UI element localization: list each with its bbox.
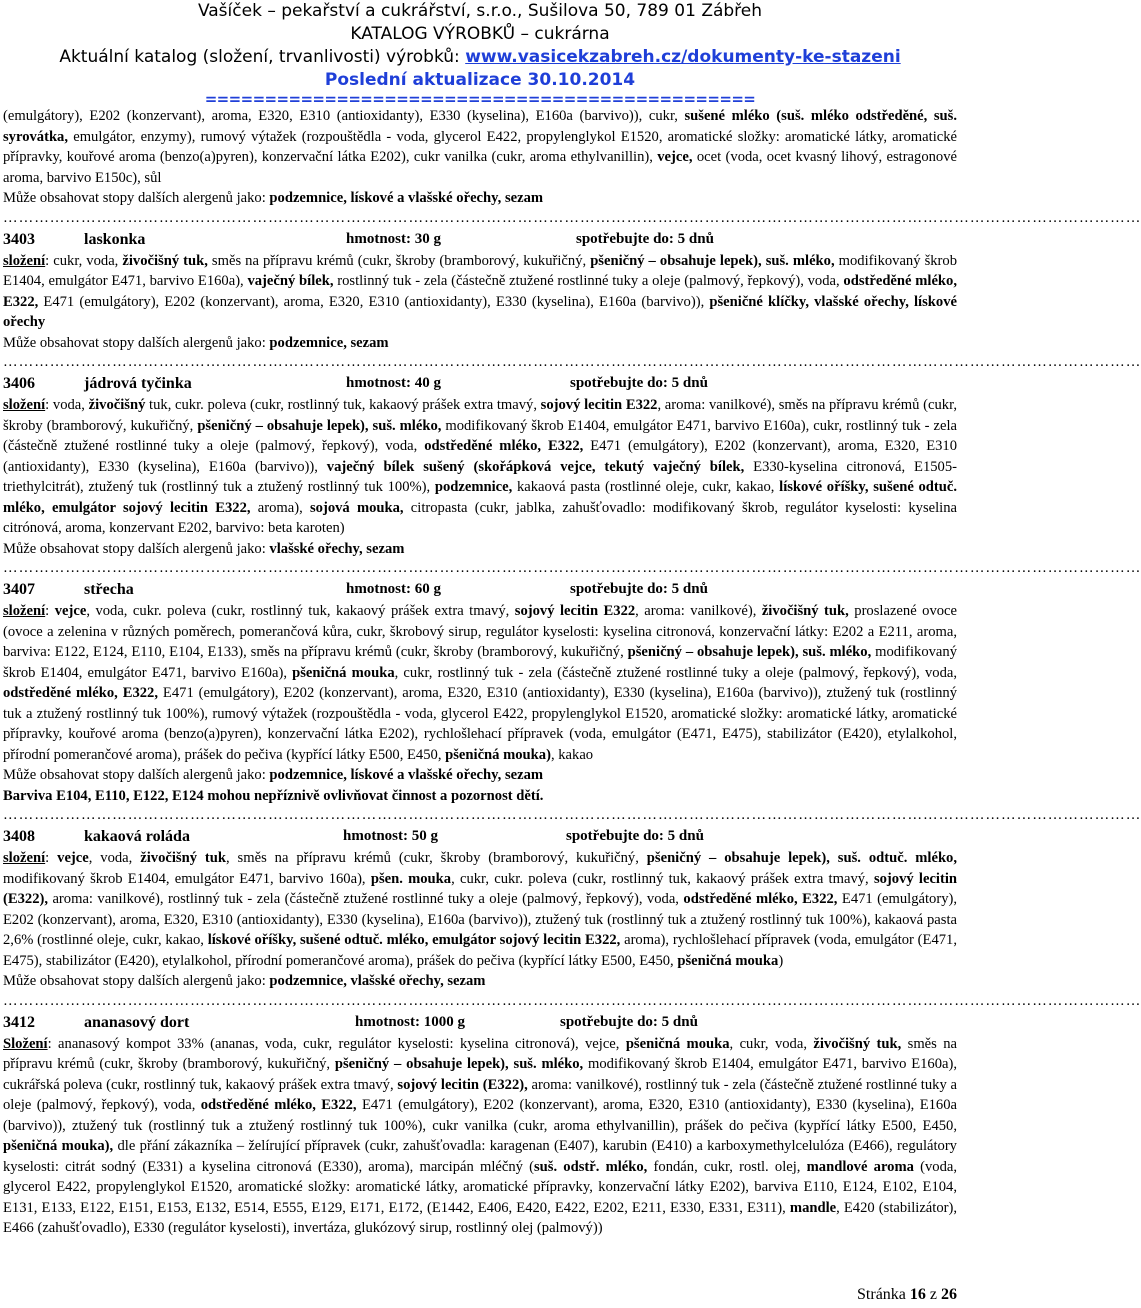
- allergen-list: podzemnice, sezam: [269, 334, 389, 351]
- separator-dots: …………………………………………………………………………………………………………………………………………………………………………………………………: [3, 209, 1141, 226]
- ingredient-text: E471 (emulgátory), E202 (konzervant), aroma, E320, E310 (antioxidanty), E330 (kyselina), E160a (barvivo)), ztužený tuk (rostlinný tuk a ztužený rostlinný tuk 100%), rumový výtažek (rozpouštědla - voda, glycerol E422, propylenglykol E1520, aromatické složky: aromatické látky, aromatické přípravky, kouřové aroma (benzo(a)pyren), konzervační látka E202), rychlošlehací přípravek (voda, emulgátor (E471, E475), stabilizátor (E420), etylalkohol, přírodní pomerančové aroma), prášek do pečiva (kypřící látky E500, E450,: [3, 685, 958, 763]
- product-name: jádrová tyčinka: [84, 375, 192, 392]
- ingredient-text: aroma),: [250, 499, 310, 516]
- product-number: 3407: [3, 581, 35, 598]
- intro-paragraph: [3, 106, 957, 188]
- page-header: [0, 0, 960, 106]
- ingredient-text: , aroma: vanilkové), směs na přípravu krémů (cukr, škroby (bramborový, kukuřičný,: [3, 397, 957, 434]
- ingredient-text: , směs na přípravu krémů (cukr, škroby (bramborový, kukuřičný,: [226, 850, 647, 866]
- header-rule: ==============================================: [204, 90, 756, 108]
- product-heading: [3, 228, 957, 251]
- allergen-ingredient: vaječný bílek sušený (skořápková vejce, tekutý vaječný bílek,: [326, 458, 745, 475]
- ingredient-text: modifikovaný škrob E1404, emulgátor E471, barvivo E160a), cukrářská poleva (cukr, rostlinný tuk, kakaový prášek extra tmavý,: [3, 1056, 957, 1093]
- allergen-ingredient: živočišný tuk: [140, 850, 226, 866]
- ingredient-text: modifikovaný škrob E1404, emulgátor E471, barvivo E160a),: [3, 644, 957, 681]
- footer-total: 26: [941, 1286, 957, 1303]
- ingredient-text: , cukr, cukr. poleva (cukr, rostlinný tuk, kakaový prášek extra tmavý,: [451, 870, 874, 887]
- footer-mid: z: [925, 1286, 941, 1303]
- ingredient-text: , cukr, rostlinný tuk - zela (částečně ztužené rostlinné tuky a oleje (palmový, řepkový), voda,: [394, 664, 958, 681]
- ingredient-text: aroma), rychlošlehací přípravek (voda, emulgátor (E471, E475), stabilizátor (E420), etylalkohol, přírodní pomerančové aroma), prášek do pečiva (kypřící látky E500, E450,: [3, 932, 957, 969]
- allergen-line: [3, 333, 957, 354]
- ingredient-text: dle přání zákazníka – želírující přípravek (cukr, zahušťovadla: karagenan (E407), karubin (E410) a karboxymethylcelulóza (E466), regulátory kyselosti: citrát sodný (E331) a kyselina citronová (E330), aroma), marcipán mléčný (: [3, 1138, 957, 1175]
- ingredient-text: (voda, glycerol E422, propylenglykol E1520, aromatické složky: aromatické látky, aromatické přípravky, konzervační látky E202), barviva E110, E124, E102, E104, E131, E133, E122, E151, E153, E132, E514, E555, E129, E171, E172, (E1442, E406, E420, E422, E202, E211, E330, E331, E311),: [3, 1158, 957, 1216]
- ingredient-text: modifikovaný škrob E1404, emulgátor E471, barvivo 160a),: [3, 870, 371, 887]
- allergen-ingredient: pšeničný – obsahuje lepek), suš. mléko,: [334, 1056, 584, 1072]
- product-weight: hmotnost: 50 g: [343, 828, 439, 844]
- intro-text-c: ocet (voda, ocet kvasný lihový, estragonové aroma, barvivo E150c), sůl: [3, 149, 957, 186]
- product-heading: [3, 578, 957, 601]
- ingredient-text: , voda, cukr. poleva (cukr, rostlinný tuk, kakaový prášek extra tmavý,: [86, 603, 515, 619]
- allergen-ingredient: pšeničná mouka: [625, 1035, 730, 1052]
- allergen-ingredient: živočišný tuk,: [813, 1035, 902, 1052]
- allergen-ingredient: pšeničná mouka: [677, 952, 779, 969]
- ingredient-text: E471 (emulgátory), E202 (konzervant), aroma, E320, E310 (antioxidanty), E330 (kyselina), E160a (barvivo)), ztužený tuk (rostlinný tuk a ztužený rostlinný tuk 100%), cukr vanilka (cukr, aroma ethylvanillin), prášek do pečiva (kypřící látky E500, E450,: [3, 1097, 957, 1134]
- allergen-ingredient: vaječný bílek,: [247, 273, 334, 289]
- ingredient-text: fondán, cukr, rostl. olej,: [647, 1158, 807, 1175]
- allergen-ingredient: pšeničná mouka): [445, 746, 551, 763]
- allergen-list: podzemnice, lískové a vlašské ořechy, sezam: [269, 767, 544, 783]
- allergen-ingredient: vejce: [57, 850, 89, 866]
- product-weight: hmotnost: 60 g: [346, 581, 442, 597]
- allergen-ingredient: pšeničná mouka: [292, 664, 395, 681]
- allergen-ingredient: pšen. mouka: [370, 870, 452, 887]
- company-line: Vašíček – pekařství a cukrářství, s.r.o., Sušilova 50, 789 01 Zábřeh: [197, 1, 763, 21]
- ingredient-text: :: [45, 603, 55, 619]
- allergen-ingredient: lískové oříšky, sušené odtuč. mléko, emulgátor sojový lecitin E322,: [207, 932, 621, 948]
- allergen-prefix: Může obsahovat stopy dalších alergenů jako:: [3, 334, 270, 351]
- ingredient-text: citropasta (cukr, jablka, zahušťovadlo: modifikovaný škrob, regulátor kyselosti: kyselina citrónová, aroma, konzervant E202, barvivo: beta karoten): [3, 499, 957, 536]
- catalog-content: [3, 106, 1141, 1239]
- ingredient-text: :: [45, 850, 58, 866]
- product-ingredients: [3, 601, 957, 765]
- allergen-line: [3, 539, 957, 560]
- allergen-ingredient: sojová mouka,: [309, 499, 404, 516]
- product-weight: hmotnost: 40 g: [346, 375, 442, 391]
- intro-text-b-bold: vejce,: [657, 149, 693, 165]
- product-ingredients: [3, 1034, 957, 1239]
- product-shelf-life: spotřebujte do: 5 dnů: [576, 230, 714, 247]
- intro-text-a: (emulgátory), E202 (konzervant), aroma, E320, E310 (antioxidanty), E330 (kyselina), E160a (barvivo)), cukr,: [3, 108, 685, 124]
- product-heading: [3, 1011, 957, 1034]
- allergen-ingredient: mandlové aroma: [806, 1158, 914, 1175]
- allergen-ingredient: sojový lecitin (E322),: [3, 870, 958, 907]
- product-heading: [3, 372, 957, 395]
- ingredient-text: : voda,: [45, 397, 89, 413]
- ingredient-text: , aroma: vanilkové),: [635, 603, 762, 619]
- ingredients-label: složení: [3, 850, 46, 866]
- ingredients-label: složení: [3, 397, 46, 413]
- product-shelf-life: spotřebujte do: 5 dnů: [566, 828, 704, 844]
- product-shelf-life: spotřebujte do: 5 dnů: [570, 375, 708, 391]
- last-update: Poslední aktualizace 30.10.2014: [324, 70, 636, 90]
- catalog-title: KATALOG VÝROBKŮ – cukrárna: [350, 24, 610, 44]
- allergen-ingredient: podzemnice,: [434, 479, 513, 495]
- allergen-ingredient: živočišný tuk,: [122, 252, 208, 269]
- allergen-ingredient: odstředěné mléko, E322,: [424, 438, 584, 454]
- allergen-ingredient: pšeničná mouka),: [3, 1138, 114, 1154]
- allergen-list: podzemnice, lískové a vlašské ořechy, sezam: [269, 190, 544, 206]
- product-weight: hmotnost: 30 g: [346, 230, 442, 247]
- product-name: laskonka: [84, 230, 146, 248]
- allergen-ingredient: odstředěné mléko, E322,: [3, 685, 158, 701]
- allergen-ingredient: živočišný: [88, 397, 146, 413]
- ingredient-text: , cukr, voda,: [729, 1035, 814, 1052]
- separator-dots: …………………………………………………………………………………………………………………………………………………………………………………………………: [3, 807, 1141, 823]
- ingredient-text: , voda,: [88, 850, 141, 866]
- color-warning-note: Barviva E104, E110, E122, E124 mohou nepříznivě ovlivňovat činnost a pozornost dětí.: [3, 787, 544, 804]
- allergen-ingredient: sojový lecitin E322: [514, 603, 636, 619]
- product-shelf-life: spotřebujte do: 5 dnů: [570, 581, 708, 597]
- product-name: ananasový dort: [84, 1013, 190, 1031]
- allergen-line: [3, 971, 957, 992]
- allergen-ingredient: vejce: [54, 603, 87, 619]
- catalog-url-link[interactable]: www.vasicekzabreh.cz/dokumenty-ke-stazeni: [465, 47, 901, 67]
- allergen-ingredient: pšeničný – obsahuje lepek), suš. mléko,: [590, 252, 835, 269]
- ingredients-label: složení: [3, 603, 46, 619]
- footer-prefix: Stránka: [857, 1286, 910, 1303]
- ingredient-text: , E420 (stabilizátor), E466 (zahušťovadlo), E330 (regulátor kyselosti), invertáza, glukózový sirup, rostlinný olej (palmový)): [3, 1199, 957, 1236]
- intro-text-b: emulgátor, enzymy), rumový výtažek (rozpouštědla - voda, glycerol E422, propylenglykol E1520, aromatické složky: aromatické látky, aromatické přípravky, kouřové aroma (benzo(a)pyren), konzervační látka E202), cukr vanilka (cukr, aroma ethylvanillin),: [3, 128, 957, 165]
- allergen-ingredient: pšeničný – obsahuje lepek), suš. mléko,: [197, 417, 442, 434]
- allergen-ingredient: suš. odstř. mléko,: [533, 1158, 648, 1175]
- allergen-ingredient: živočišný tuk,: [761, 603, 849, 619]
- ingredient-text: aroma: vanilkové), rostlinný tuk - zela (částečně ztužené rostlinné tuky a oleje (palmový, řepkový), voda,: [3, 1076, 958, 1113]
- ingredient-text: kakaová pasta (rostlinné oleje, cukr, kakao,: [512, 479, 780, 495]
- footer-page: 16: [909, 1286, 926, 1303]
- allergen-ingredient: odstředěné mléko, E322,: [683, 891, 838, 907]
- product-ingredients: [3, 395, 957, 539]
- intro-text-a-bold: sušené mléko (suš. mléko odstředěné, suš. syrovátka,: [3, 108, 958, 145]
- allergen-ingredient: mandle: [789, 1199, 837, 1216]
- separator-dots: …………………………………………………………………………………………………………………………………………………………………………………………………: [3, 992, 1141, 1009]
- allergen-line: [3, 765, 957, 786]
- allergen-ingredient: odstředěné mléko, E322,: [200, 1097, 357, 1113]
- product-number: 3403: [3, 230, 35, 248]
- ingredient-text: ): [778, 952, 784, 969]
- ingredient-text: proslazené ovoce (ovoce a zelenina v různých poměrech, pomerančová kůra, cukr, škrobový sirup, regulátor kyselosti: kyselina citronová, konzervační látky: E202 a E211, aroma, barviva: E122, E124, E110, E104, E133), směs na přípravu krémů (cukr, škroby (bramborový, kukuřičný,: [3, 603, 957, 660]
- product-name: střecha: [84, 581, 134, 598]
- product-shelf-life: spotřebujte do: 5 dnů: [560, 1013, 698, 1030]
- catalog-link-line: [0, 46, 960, 69]
- product-weight: hmotnost: 1000 g: [355, 1013, 466, 1030]
- product-heading: [3, 825, 957, 848]
- ingredient-text: , kakao: [550, 746, 594, 763]
- ingredient-text: E471 (emulgátory), E202 (konzervant), aroma, E320, E310 (antioxidanty), E330 (kyselina), E160a (barvivo)),: [38, 293, 710, 310]
- intro-allergen-line: [3, 188, 957, 209]
- allergen-prefix: Může obsahovat stopy dalších alergenů jako:: [3, 973, 270, 989]
- ingredient-text: tuk, cukr. poleva (cukr, rostlinný tuk, kakaový prášek extra tmavý,: [145, 397, 541, 413]
- ingredient-text: modifikovaný škrob E1404, emulgátor E471, barvivo E160a), cukr, rostlinný tuk - zela (částečně ztužené rostlinné tuky a oleje (palmový, řepkový), voda,: [3, 417, 957, 454]
- allergen-ingredient: lískové oříšky, sušené odtuč. mléko, emulgátor sojový lecitin E322,: [3, 479, 958, 516]
- allergen-list: vlašské ořechy, sezam: [269, 540, 405, 557]
- ingredient-text: směs na přípravu krémů (cukr, škroby (bramborový, kukuřičný,: [207, 252, 591, 269]
- ingredient-text: aroma: vanilkové), rostlinný tuk - zela (částečně ztužené rostlinné tuky a oleje (palmový, řepkový), voda,: [48, 891, 684, 907]
- ingredients-label: složení: [3, 252, 46, 269]
- product-number: 3406: [3, 375, 35, 392]
- ingredient-text: : cukr, voda,: [45, 252, 123, 269]
- allergen-prefix: Může obsahovat stopy dalších alergenů jako:: [3, 767, 270, 783]
- ingredient-text: rostlinný tuk - zela (částečně ztužené rostlinné tuky a oleje (palmový, řepkový), voda,: [333, 273, 844, 289]
- ingredient-text: E471 (emulgátory), E202 (konzervant), aroma, E320, E310 (antioxidanty), E330 (kyselina), E160a (barvivo)),: [3, 438, 957, 475]
- ingredient-text: : ananasový kompot 33% (ananas, voda, cukr, regulátor kyselosti: kyselina citronová), vejce,: [47, 1035, 626, 1052]
- separator-dots: …………………………………………………………………………………………………………………………………………………………………………………………………: [3, 560, 1141, 576]
- allergen-list: podzemnice, vlašské ořechy, sezam: [269, 973, 486, 989]
- ingredient-text: E330-kyselina citronová, E1505-triethylcitrát), ztužený tuk (rostlinný tuk a ztužený rostlinný tuk 100%),: [3, 458, 957, 495]
- allergen-ingredient: pšeničné klíčky, vlašské ořechy, lískové ořechy: [3, 293, 957, 330]
- allergen-ingredient: odstředěné mléko, E322,: [3, 273, 957, 310]
- allergen-prefix: Může obsahovat stopy dalších alergenů jako:: [3, 540, 270, 557]
- ingredient-text: modifikovaný škrob E1404, emulgátor E471, barvivo E160a),: [3, 252, 957, 289]
- ingredient-text: směs na přípravu krémů (cukr, škroby (bramborový, kukuřičný,: [3, 1035, 958, 1072]
- ingredients-label: Složení: [3, 1035, 48, 1052]
- product-name: kakaová roláda: [84, 828, 190, 845]
- allergen-ingredient: sojový lecitin E322: [540, 397, 658, 413]
- catalog-link-prefix: Aktuální katalog (složení, trvanlivosti) výrobků:: [59, 47, 460, 67]
- allergen-prefix: Může obsahovat stopy dalších alergenů jako:: [3, 190, 270, 206]
- allergen-ingredient: sojový lecitin (E322),: [397, 1076, 528, 1093]
- ingredient-text: E471 (emulgátory), E202 (konzervant), aroma, E320, E310 (antioxidanty), E330 (kyselina), E160a (barvivo)), ztužený tuk (rostlinný tuk a ztužený rostlinný tuk 100%), kakaová pasta 2,6% (rostlinné oleje, cukr, kakao,: [3, 891, 958, 948]
- product-number: 3412: [3, 1013, 35, 1031]
- allergen-ingredient: pšeničný – obsahuje lepek), suš. mléko,: [627, 644, 872, 660]
- separator-dots: …………………………………………………………………………………………………………………………………………………………………………………………………: [3, 354, 1141, 370]
- product-ingredients: [3, 251, 957, 333]
- product-ingredients: [3, 848, 957, 971]
- allergen-ingredient: pšeničný – obsahuje lepek), suš. odtuč. mléko,: [646, 850, 958, 866]
- product-number: 3408: [3, 828, 35, 845]
- page-footer: [857, 1286, 957, 1304]
